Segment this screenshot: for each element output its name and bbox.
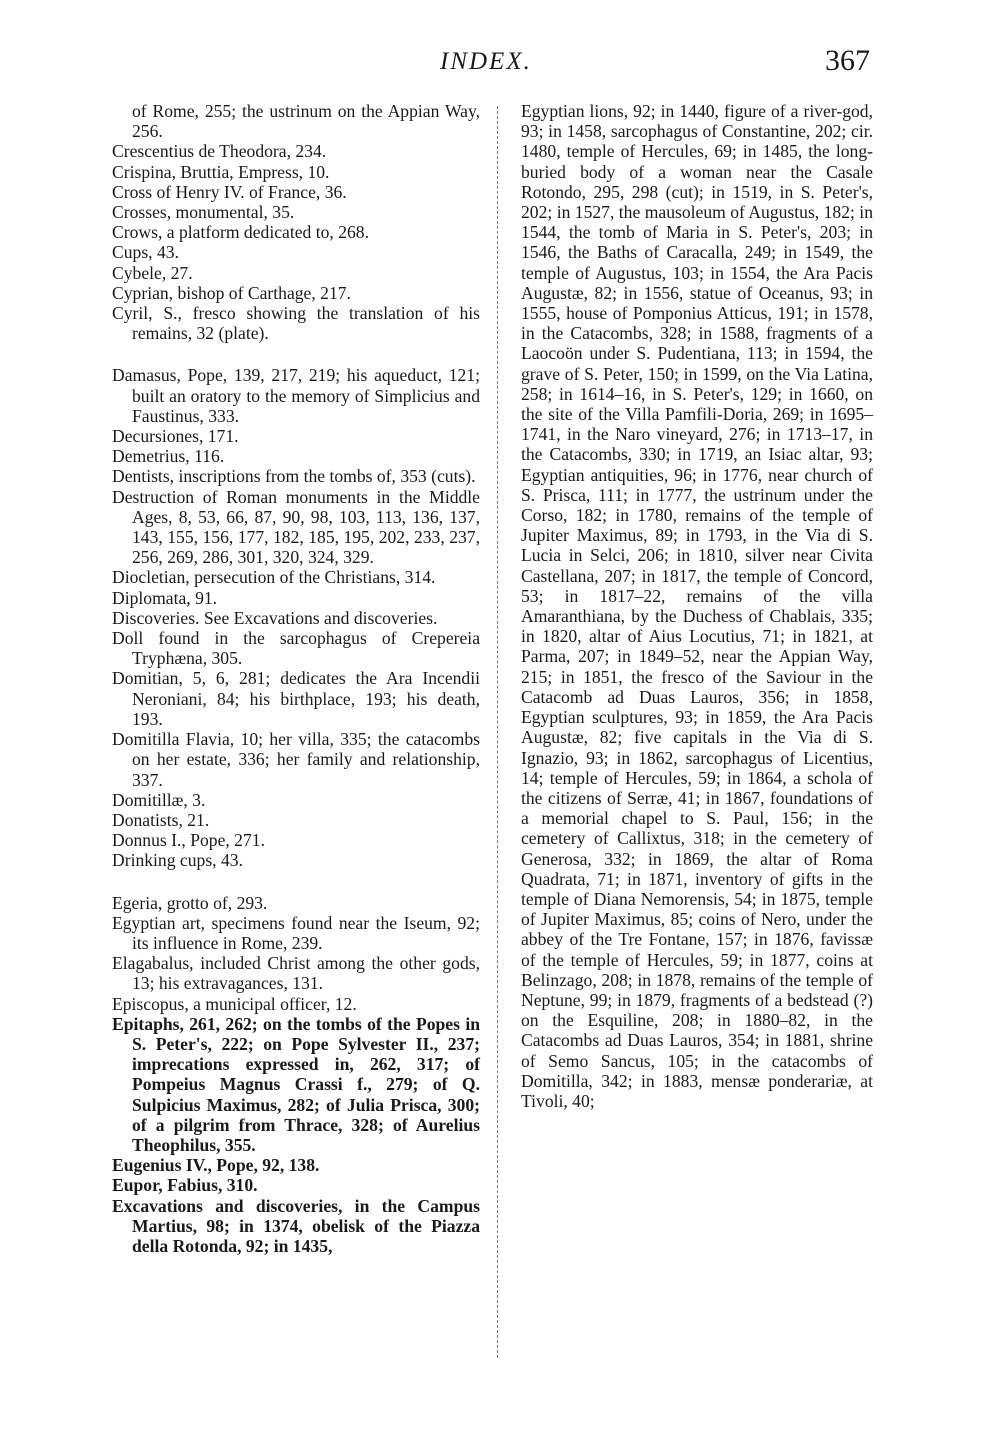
index-entry: Doll found in the sarcophagus of Crepereia Tryphæna, 305. bbox=[112, 628, 480, 669]
index-entry: Cross of Henry IV. of France, 36. bbox=[112, 181, 347, 202]
running-title: INDEX. bbox=[440, 48, 532, 75]
index-entry: Cybele, 27. bbox=[112, 262, 193, 283]
index-entry: Domitillæ, 3. bbox=[112, 789, 206, 810]
index-entry: Donatists, 21. bbox=[112, 809, 210, 830]
index-entry: Donnus I., Pope, 271. bbox=[112, 830, 265, 851]
index-entry: Crows, a platform dedicated to, 268. bbox=[112, 222, 369, 243]
index-entry: of Rome, 255; the ustrinum on the Appian Way, 256. bbox=[132, 101, 480, 142]
index-entry: Decursiones, 171. bbox=[112, 426, 239, 447]
index-entry: Cups, 43. bbox=[112, 242, 179, 263]
index-entry: Diocletian, persecution of the Christians, 314. bbox=[112, 567, 436, 588]
index-entry: Diplomata, 91. bbox=[112, 587, 218, 608]
index-entry-continuation: Egyptian lions, 92; in 1440, figure of a river-god, 93; in 1458, sarcophagus of Constantine, 202; cir. 1480, temple of Hercules, 69; in 1485, the long-buried body of a woman near the Casale Rotondo, 295, 298 (cut); in 1519, in S. Peter's, 202; in 1527, the mausoleum of Augustus, 182; in 1544, the tomb of Maria in S. Peter's, 203; in 1546, the Baths of Caracalla, 249; in 1549, the temple of Augustus, 103; in 1554, the Ara Pacis Augustæ, 82; in 1556, statue of Oceanus, 93; in 1555, house of Pomponius Atticus, 191; in 1578, in the Catacombs, 328; in 1588, fragments of a Laocoön under S. Pudentiana, 113; in 1594, the grave of S. Peter, 150; in 1599, on the Via Latina, 258; in 1614–16, in S. Peter's, 129; in 1660, on the site of the Villa Pamfili-Doria, 269; in 1695–1741, in the Naro vineyard, 276; in 1713–17, in the Catacombs, 330; in 1719, an Isiac altar, 93; Egyptian antiquities, 96; in 1776, near church of S. Prisca, 111; in 1777, the ustrinum under the Corso, 182; in 1780, remains of the temple of Jupiter Maximus, 89; in 1793, in the Via di S. Lucia in Selci, 206; in 1810, silver near Civita Castellana, 207; in 1817, the temple of Concord, 53; in 1817–22, remains of the villa Amaranthiana, by the Duchess of Chablais, 335; in 1820, altar of Aius Locutius, 71; in 1821, at Parma, 207; in 1849–52, near the Appian Way, 215; in 1851, the fresco of the Saviour in the Catacomb ad Duas Lauros, 356; in 1858, Egyptian sculptures, 93; in 1859, the Ara Pacis Augustæ, 82; five capitals in the Via di S. Ignazio, 93; in 1862, sarcophagus of Licentius, 14; temple of Hercules, 59; in 1864, a schola of the citizens of Serræ, 41; in 1867, foundations of a memorial chapel to S. Paul, 156; in the cemetery of Callixtus, 318; in the cemetery of Generosa, 332; in 1869, the altar of Roma Quadrata, 71; in 1871, inventory of gifts in the temple of Diana Nemorensis, 54; in 1875, temple of Jupiter Maximus, 85; coins of Nero, under the abbey of the Tre Fontane, 157; in 1876, favissæ of the temple of Hercules, 59; in 1877, coins at Belinzago, 208; in 1878, remains of the temple of Neptune, 99; in 1879, fragments of a bedstead (?) on the Esquiline, 208; in 1880–82, in the Catacombs ad Duas Lauros, 354; in 1881, shrine of Semo Sancus, 105; in the catacombs of Domitilla, 342; in 1883, mensæ ponderariæ, at Tivoli, 40; bbox=[521, 101, 873, 1111]
index-entry: Episcopus, a municipal officer, 12. bbox=[112, 993, 357, 1014]
index-entry: Egyptian art, specimens found near the Iseum, 92; its influence in Rome, 239. bbox=[112, 912, 480, 953]
index-entry: Domitilla Flavia, 10; her villa, 335; the catacombs on her estate, 336; her family and relationship, 337. bbox=[112, 729, 480, 790]
section-gap bbox=[112, 871, 480, 893]
index-entry: Cyril, S., fresco showing the translation of his remains, 32 (plate). bbox=[112, 303, 480, 344]
column-divider bbox=[497, 106, 498, 1358]
index-entry: Eugenius IV., Pope, 92, 138. bbox=[112, 1155, 320, 1176]
index-entry: Demetrius, 116. bbox=[112, 446, 225, 467]
section-gap bbox=[112, 343, 480, 365]
index-entry: Damasus, Pope, 139, 217, 219; his aqueduct, 121; built an oratory to the memory of Simplicius and Faustinus, 333. bbox=[112, 365, 480, 426]
page-header bbox=[0, 44, 1000, 84]
index-entry: Epitaphs, 261, 262; on the tombs of the Popes in S. Peter's, 222; on Pope Sylvester II., 237; imprecations expressed in, 262, 317; of Pompeius Magnus Crassi f., 279; of Q. Sulpicius Maximus, 282; of Julia Prisca, 300; of a pilgrim from Thrace, 328; of Aurelius Theophilus, 355. bbox=[112, 1013, 480, 1155]
index-entry: Elagabalus, included Christ among the other gods, 13; his extravagances, 131. bbox=[112, 953, 480, 994]
index-column-right bbox=[521, 101, 873, 1111]
index-entry: Crispina, Bruttia, Empress, 10. bbox=[112, 161, 330, 182]
index-entry: Dentists, inscriptions from the tombs of, 353 (cuts). bbox=[112, 466, 476, 487]
index-entry: Excavations and discoveries, in the Campus Martius, 98; in 1374, obelisk of the Piazza della Rotonda, 92; in 1435, bbox=[112, 1195, 480, 1256]
index-entry: Drinking cups, 43. bbox=[112, 850, 243, 871]
index-entry: Destruction of Roman monuments in the Middle Ages, 8, 53, 66, 87, 90, 98, 103, 113, 136, 137, 143, 155, 156, 177, 182, 185, 195, 202, 233, 237, 256, 269, 286, 301, 320, 324, 329. bbox=[112, 486, 480, 568]
index-entry: Egeria, grotto of, 293. bbox=[112, 892, 268, 913]
index-column-left bbox=[112, 101, 480, 1256]
page-number: 367 bbox=[825, 44, 870, 77]
index-entry: Discoveries. See Excavations and discoveries. bbox=[112, 607, 438, 628]
index-entry: Crosses, monumental, 35. bbox=[112, 202, 295, 223]
index-entry: Domitian, 5, 6, 281; dedicates the Ara Incendii Neroniani, 84; his birthplace, 193; his death, 193. bbox=[112, 668, 480, 729]
index-entry: Eupor, Fabius, 310. bbox=[112, 1175, 258, 1196]
index-entry: Crescentius de Theodora, 234. bbox=[112, 141, 327, 162]
index-entry: Cyprian, bishop of Carthage, 217. bbox=[112, 282, 351, 303]
